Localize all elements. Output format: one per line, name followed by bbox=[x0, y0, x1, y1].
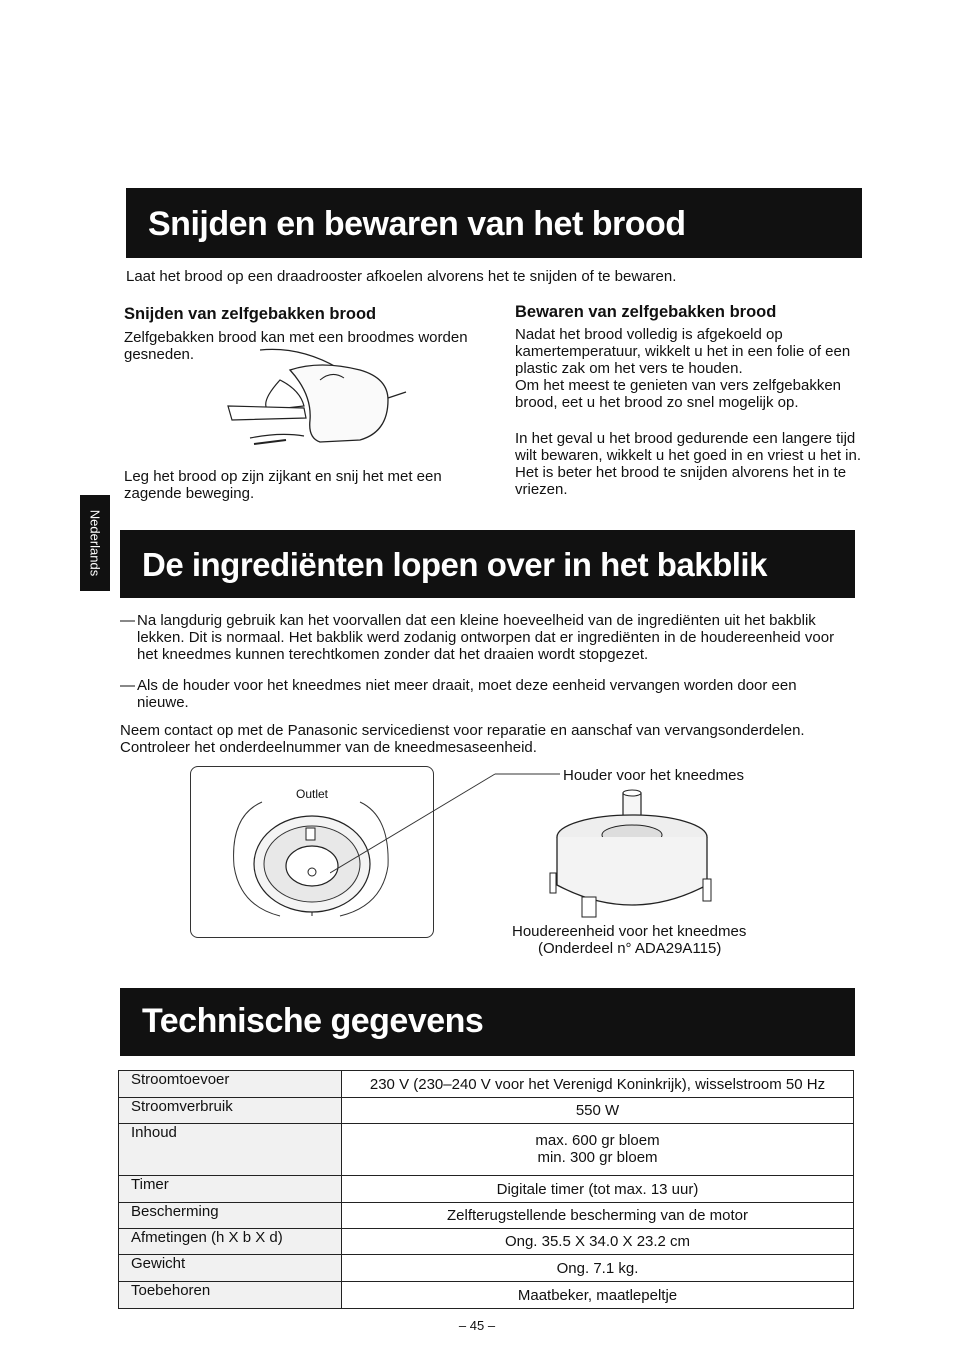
outlet-label: Outlet bbox=[296, 787, 329, 801]
spec-key: Stroomverbruik bbox=[119, 1098, 342, 1124]
section-title-slicing: Snijden en bewaren van het brood bbox=[148, 205, 686, 243]
slicing-text-line1: Zelfgebakken brood kan met een broodmes worden bbox=[124, 329, 468, 346]
spec-value-line: max. 600 gr bloem bbox=[535, 1132, 660, 1149]
spec-key: Afmetingen (h X b X d) bbox=[119, 1229, 342, 1255]
storing-heading: Bewaren van zelfgebakken brood bbox=[515, 303, 777, 321]
spec-value bbox=[342, 1203, 854, 1229]
spec-value bbox=[342, 1282, 854, 1309]
spec-value bbox=[342, 1229, 854, 1255]
section-title-ingredients: De ingrediënten lopen over in het bakblik bbox=[142, 546, 767, 583]
storing-p2-line: wilt bewaren, wikkelt u het goed in en vriest u het in. bbox=[515, 447, 862, 464]
spec-key: Inhoud bbox=[119, 1124, 342, 1176]
leader-line bbox=[330, 768, 570, 878]
storing-p1 bbox=[515, 326, 875, 411]
spec-row bbox=[119, 1229, 854, 1255]
bullet-line: Als de houder voor het kneedmes niet meer draait, moet deze eenheid vervangen worden door een bbox=[137, 677, 797, 694]
unit-label-line1: Houdereenheid voor het kneedmes bbox=[512, 923, 747, 940]
storing-p2-line: In het geval u het brood gedurende een langere tijd bbox=[515, 430, 856, 447]
contact-line-1: Neem contact op met de Panasonic servicedienst voor reparatie en aanschaf van vervangsonderdelen. bbox=[120, 722, 805, 739]
language-side-tab bbox=[80, 495, 110, 591]
unit-label-line2: (Onderdeel n° ADA29A115) bbox=[538, 940, 722, 957]
spec-value-line: Ong. 7.1 kg. bbox=[556, 1260, 639, 1277]
spec-row bbox=[119, 1203, 854, 1229]
bullet-dash: — bbox=[120, 612, 135, 629]
spec-row bbox=[119, 1124, 854, 1176]
spec-row bbox=[119, 1098, 854, 1124]
slicing-heading: Snijden van zelfgebakken brood bbox=[124, 305, 377, 323]
spec-key: Stroomtoevoer bbox=[119, 1071, 342, 1098]
spec-value bbox=[342, 1098, 854, 1124]
storing-p2-line: Het is beter het brood te snijden alvorens het in te bbox=[515, 464, 847, 481]
spec-row bbox=[119, 1176, 854, 1203]
section-banner-ingredients bbox=[120, 530, 855, 598]
spec-key: Gewicht bbox=[119, 1255, 342, 1282]
page-number: – 45 – bbox=[458, 1318, 496, 1333]
spec-row bbox=[119, 1282, 854, 1309]
spec-value-line: min. 300 gr bloem bbox=[537, 1149, 658, 1166]
spec-row bbox=[119, 1255, 854, 1282]
storing-p1-line: brood, eet u het brood zo snel mogelijk op. bbox=[515, 394, 799, 411]
storing-p1-line: Om het meest te genieten van vers zelfgebakken bbox=[515, 377, 842, 394]
spec-value bbox=[342, 1071, 854, 1098]
storing-p1-line: Nadat het brood volledig is afgekoeld op bbox=[515, 326, 783, 343]
bullet-line: Na langdurig gebruik kan het voorvallen dat een kleine hoeveelheid van de ingrediënten uit het bakblik bbox=[137, 612, 816, 629]
bullet-dash: — bbox=[120, 677, 135, 694]
spec-row bbox=[119, 1071, 854, 1098]
slicing-after-line1: Leg het brood op zijn zijkant en snij het met een bbox=[124, 468, 442, 485]
spec-value-line: Zelfterugstellende bescherming van de motor bbox=[447, 1207, 748, 1224]
spec-table bbox=[118, 1070, 854, 1309]
bullet-line: lekken. Dit is normaal. Het bakblik werd zodanig ontworpen dat er ingrediënten in de houdereenheid voor bbox=[137, 629, 835, 646]
kneading-holder-unit-illustration bbox=[540, 785, 730, 925]
spec-key: Timer bbox=[119, 1176, 342, 1203]
spec-key: Bescherming bbox=[119, 1203, 342, 1229]
storing-p1-line: kamertemperatuur, wikkelt u het in een folie of een bbox=[515, 343, 851, 360]
holder-label: Houder voor het kneedmes bbox=[563, 767, 744, 784]
contact-line-2: Controleer het onderdeelnummer van de kneedmesaseenheid. bbox=[120, 739, 537, 756]
slicing-text-line2: gesneden. bbox=[124, 346, 195, 363]
storing-p2-line: vriezen. bbox=[515, 481, 568, 498]
section-title-specs: Technische gegevens bbox=[142, 1002, 484, 1040]
slicing-after-line2: zagende beweging. bbox=[124, 485, 255, 502]
spec-value bbox=[342, 1176, 854, 1203]
language-side-tab-label: Nederlands bbox=[87, 509, 103, 577]
spec-value-line: Digitale timer (tot max. 13 uur) bbox=[496, 1181, 699, 1198]
slicing-intro: Laat het brood op een draadrooster afkoelen alvorens het te snijden of te bewaren. bbox=[126, 268, 677, 285]
bullet-line: nieuwe. bbox=[137, 694, 189, 711]
spec-value-line: Ong. 35.5 X 34.0 X 23.2 cm bbox=[504, 1233, 691, 1250]
storing-p2 bbox=[515, 430, 875, 498]
spec-value-line: 550 W bbox=[575, 1102, 620, 1119]
section-banner-slicing bbox=[126, 188, 862, 258]
bullet-line: het kneedmes kunnen terechtkomen zonder dat het draaien wordt stopgezet. bbox=[137, 646, 649, 663]
spec-value bbox=[342, 1255, 854, 1282]
spec-value-line: Maatbeker, maatlepeltje bbox=[517, 1287, 678, 1304]
section-banner-specs bbox=[120, 988, 855, 1056]
bread-slicing-illustration bbox=[220, 340, 420, 460]
spec-value-line: 230 V (230–240 V voor het Verenigd Koninkrijk), wisselstroom 50 Hz bbox=[369, 1076, 826, 1093]
spec-key: Toebehoren bbox=[119, 1282, 342, 1309]
storing-p1-line: plastic zak om het vers te houden. bbox=[515, 360, 743, 377]
spec-value bbox=[342, 1124, 854, 1176]
